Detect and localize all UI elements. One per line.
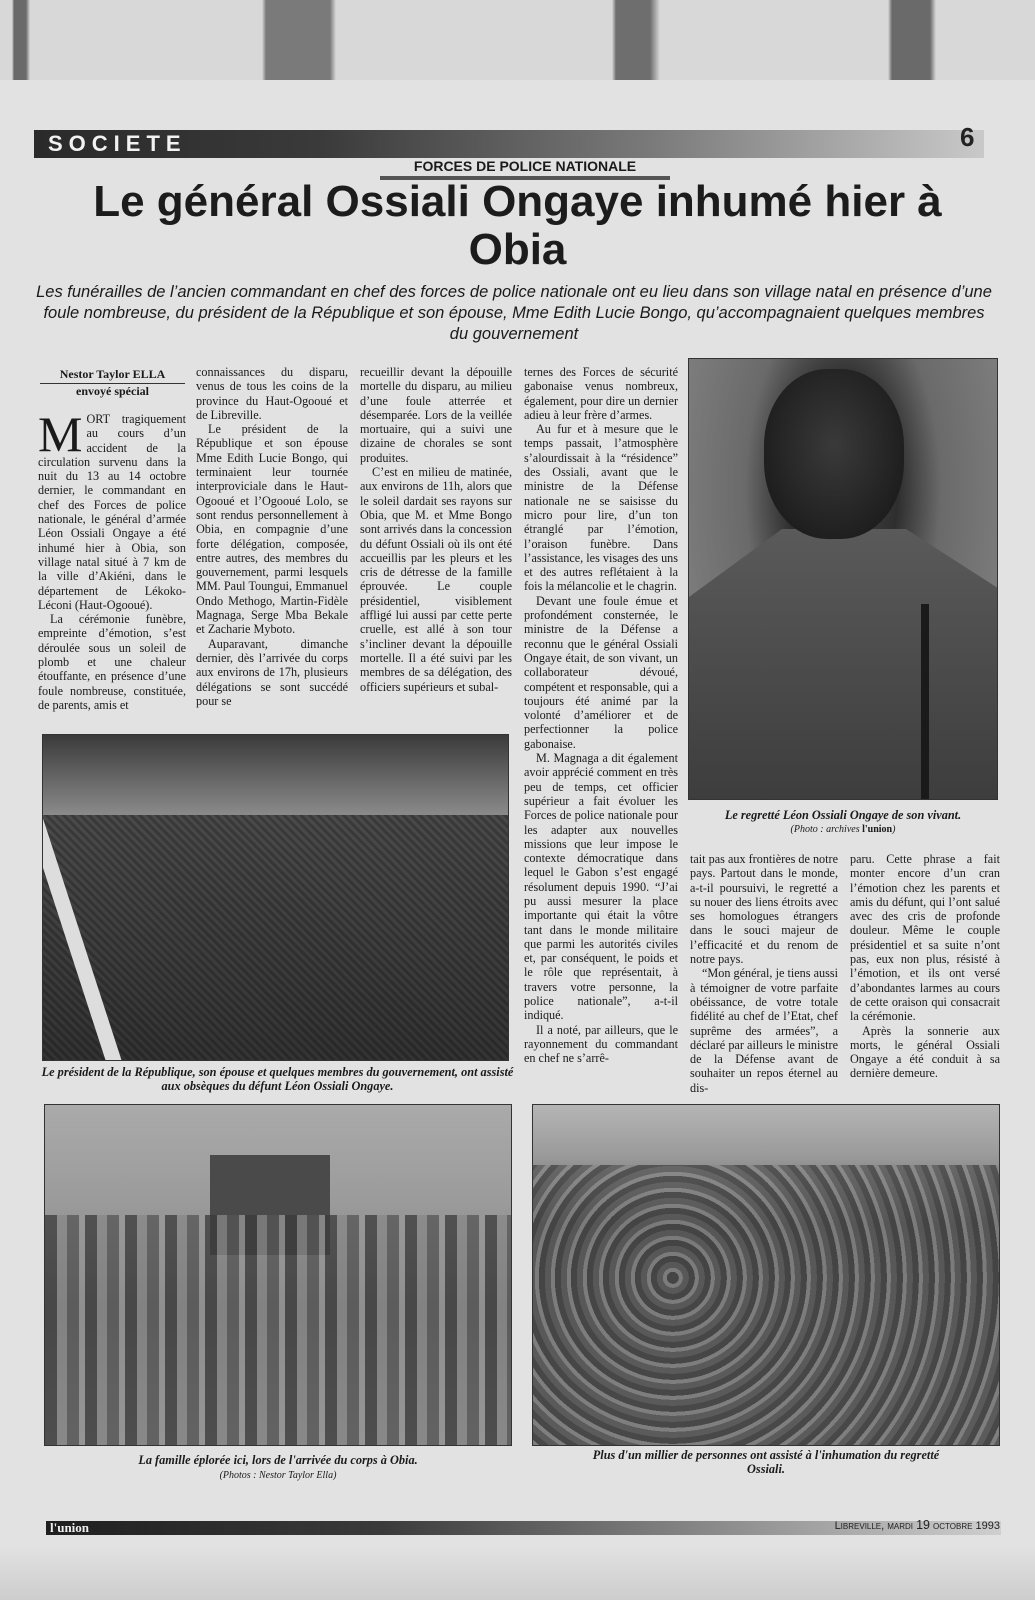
photo-crowd-figures xyxy=(533,1165,999,1446)
credit-brand: l'union xyxy=(862,824,893,835)
crowd-caption: Plus d'un millier de personnes ont assisté à l'inhumation du regretté Ossiali. xyxy=(592,1448,940,1476)
section-label: SOCIETE xyxy=(48,131,187,156)
article-paragraph: Auparavant, dimanche dernier, dès l’arrivée du corps aux environs de 17h, plusieurs délégations se sont succédé pour se xyxy=(196,636,348,708)
portrait-credit xyxy=(688,824,998,835)
ceremony-caption: Le président de la République, son épouse et quelques membres du gouvernement, ont assisté aux obsèques du défunt Léon Ossiali Ongaye. xyxy=(41,1065,514,1093)
footer-dateline xyxy=(800,1518,1000,1532)
photo-canopy xyxy=(43,735,508,815)
dateline-day: 19 xyxy=(916,1518,930,1532)
article-paragraph: Devant une foule émue et profondément consternée, le ministre de la Défense a reconnu que le général Ossiali Ongaye était, de son vivant, un collaborateur dévoué, compétent et responsable, qui a toujours été animé par la volonté d’améliorer et de perfectionner la police gabonaise. xyxy=(524,593,678,751)
family-credit: (Photos : Nestor Taylor Ella) xyxy=(219,1470,337,1481)
article-paragraph: ternes des Forces de sécurité gabonaise venus nombreux, également, pour dire un dernier adieu à leur frère d’armes. xyxy=(524,365,678,422)
article-paragraph: Après la sonnerie aux morts, le général Ossiali Ongaye a été conduit à sa dernière demeure. xyxy=(850,1023,1000,1081)
credit-suffix: ) xyxy=(892,824,896,835)
article-column-5 xyxy=(690,852,838,1095)
photo-figure-suit xyxy=(689,529,998,800)
family-photo xyxy=(44,1104,512,1446)
portrait-caption: Le regretté Léon Ossiali Ongaye de son vivant. xyxy=(724,808,962,822)
article-paragraph: Il a noté, par ailleurs, que le rayonnement du commandant en chef ne s’arrê- xyxy=(524,1022,678,1066)
article-paragraph: M. Magnaga a dit également avoir apprécié comment en très peu de temps, cet officier supérieur a fait évoluer les Forces de police nationale pour les adapter aux nouvelles missions que leur impose le contexte démocratique dans lequel le Gabon s’est engagé résolument depuis 1990. “J’ai pu aussi mesurer la place importante qui était la vôtre tant dans le monde militaire que parmi les autorités civiles et, par conséquent, le poids et le rôle que représentait, à travers votre personne, la police nationale”, a-t-il indiqué. xyxy=(524,751,678,1023)
article-paragraph xyxy=(38,406,186,612)
article-paragraph: La cérémonie funèbre, empreinte d’émotion, s’est déroulée sous un soleil de plomb et une chaleur étouffante, en présence d’une foule nombreuse, constituée, de parents, amis et xyxy=(38,612,186,712)
article-column-2 xyxy=(196,365,348,708)
headline: Le général Ossiali Ongaye inhumé hier à Obia xyxy=(93,177,942,274)
article-paragraph: tait pas aux frontières de notre pays. Partout dans le monde, a-t-il poursuivi, le regretté a su nouer des liens étroits avec ses homologues étrangers dans le souci majeur de l’efficacité et du renom de notre pays. xyxy=(690,852,838,967)
dateline-prefix: Libreville, mardi xyxy=(834,1520,917,1532)
ceremony-photo xyxy=(42,734,509,1061)
portrait-photo xyxy=(688,358,998,800)
article-column-6 xyxy=(850,852,1000,1081)
section-banner xyxy=(34,130,984,158)
paragraph-text: ORT tragiquement au cours d’un accident de la circulation survenu dans la nuit du 13 au 14 octobre dernier, le commandant en chef des Forces de police nationale, le général d’armée Léon Ossiali Ongaye a été inhumé hier à Obia, son village natal situé à 7 km de la ville d’Akiéni, dans le département de Lékoko-Léconi (Haut-Ogooué). xyxy=(38,412,186,612)
article-column-3 xyxy=(360,365,512,694)
photo-microphone xyxy=(921,604,929,800)
article-paragraph: “Mon général, je tiens aussi à témoigner de votre parfaite obéissance, de votre totale fidélité au chef de l’Etat, chef suprême des armées”, a déclaré par ailleurs le ministre de la Défense avant de souhaiter un repos éternel au dis- xyxy=(690,966,838,1095)
article-paragraph: Le président de la République et son épouse Mme Edith Lucie Bongo, qui terminaient leur tournée interproviciale dans le Haut-Ogooué et l’Ogooué Lolo, se sont rendus personnellement à Obia, en compagnie d’une forte délégation, composée, entre autres, des membres du gouvernement, parmi lesquels MM. Paul Toungui, Emmanuel Ondo Methogo, Martin-Fidèle Magnaga, Serge Mba Bekale et Zacharie Myboto. xyxy=(196,422,348,637)
byline xyxy=(40,367,185,399)
article-paragraph: paru. Cette phrase a fait monter encore d’un cran l’émotion chez les parents et amis du défunt, qui l’ont salué avec des cris de profonde douleur. Même le couple présidentiel et sa suite n’ont pas, eux non plus, résisté à l’émotion, et ils ont versé d’abondantes larmes au cours de cette oraison qui consacrait la cérémonie. xyxy=(850,852,1000,1024)
article-column-4 xyxy=(524,365,678,1066)
standfirst: Les funérailles de l’ancien commandant en chef des forces de police nationale ont eu lieu dans son village natal en présence d’une foule nombreuse, du président de la République et son épouse, Mme Edith Lucie Bongo, qu’accompagnaient quelques membres du gouvernement xyxy=(36,283,992,343)
credit-prefix: (Photo : archives xyxy=(790,824,863,835)
crowd-photo xyxy=(532,1104,1000,1446)
family-caption: La famille éplorée ici, lors de l'arrivée du corps à Obia. xyxy=(138,1453,418,1467)
article-paragraph: connaissances du disparu, venus de tous les coins de la province du Haut-Ogooué et de Libreville. xyxy=(196,365,348,422)
article-paragraph: C’est en milieu de matinée, aux environs de 11h, alors que le soleil dardait ses rayons sur Obia, que M. et Mme Bongo sont arrivés dans la concession du défunt Ossiali où ils ont été accueillis par les pleurs et les cris de détresse de la famille éprouvée. Le couple présidentiel, visiblement affligé lui aussi par cette perte cruelle, est allé à son tour s’incliner devant la dépouille mortelle. Il a été suivi par les membres de sa délégation, des officiers supérieurs et subal- xyxy=(360,465,512,694)
kicker: FORCES DE POLICE NATIONALE xyxy=(380,158,670,180)
article-paragraph: Au fur et à mesure que le temps passait, l’atmosphère s’alourdissait à la “résidence” des Ossiali, avant que le ministre de la Défense nationale ne se saisisse du micro pour lire, d’un ton étranglé par l’émotion, l’oraison funèbre. Dans l’assistance, les visages des uns et des autres reflétaient à la fois la mélancolie et le chagrin. xyxy=(524,422,679,594)
footer-brand: l'union xyxy=(50,1520,90,1535)
byline-author: Nestor Taylor ELLA xyxy=(40,367,185,384)
page-number: 6 xyxy=(960,122,975,152)
article-paragraph: recueillir devant la dépouille mortelle du disparu, au milieu d’une foule atterrée et désemparée. Lors de la veillée mortuaire, qui a suivi une dizaine de chorales se sont produites. xyxy=(360,365,512,465)
scanner-bottom-margin xyxy=(0,1545,1035,1600)
photo-figure-face xyxy=(764,369,904,539)
dateline-suffix: octobre 1993 xyxy=(930,1520,1000,1532)
article-column-1 xyxy=(38,406,186,712)
drop-cap: M xyxy=(38,406,83,462)
scanner-margin xyxy=(0,0,1035,80)
byline-role: envoyé spécial xyxy=(76,384,149,398)
photo-people xyxy=(45,1215,511,1446)
